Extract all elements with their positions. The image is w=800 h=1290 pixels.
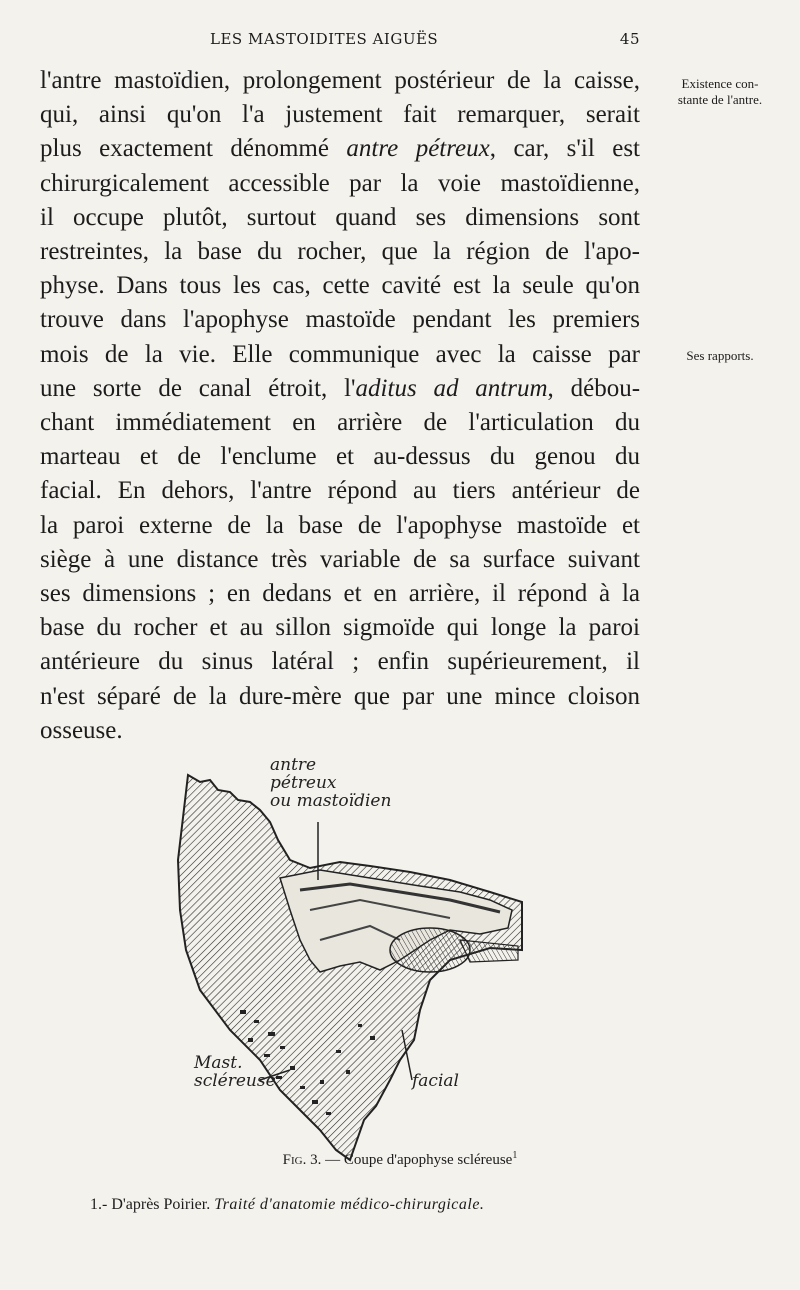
body-line: n'est séparé de la dure-mère que par une mince cloison [40,682,640,710]
caption-text: Coupe d'apophyse scléreuse [343,1152,513,1168]
body-line: trouve dans l'apophyse mastoïde pendant les premiers [40,306,640,334]
body-line: marteau et de l'enclume et au-dessus du genou du [40,443,640,471]
footnote-marker: 1.- D'après Poirier. [90,1196,211,1213]
body-line: siège à une distance très variable de sa surface suivant [40,545,640,573]
body-line: l'antre mastoïdien, prolongement postérieur de la caisse, [40,67,640,94]
body-line: base du rocher et au sillon sigmoïde qui longe la paroi [40,614,640,642]
running-head [210,30,640,48]
body-text [40,64,640,748]
body-line: physe. Dans tous les cas, cette cavité est la seule qu'on [40,272,640,300]
figure-number: Fig. 3. [282,1152,322,1168]
figure-caption [0,1150,800,1169]
caption-dash: — [325,1152,341,1168]
body-line: ses dimensions ; en dedans et en arrière, il répond à la [40,580,640,608]
body-line: antérieure du sinus latéral ; enfin supérieurement, il [40,648,640,676]
page-number: 45 [619,30,640,48]
body-line: restreintes, la base du rocher, que la région de l'apo- [40,238,640,266]
margin-note-rapports: Ses rapports. [686,348,754,363]
body-line: qui, ainsi qu'on l'a justement fait remarquer, serait [40,101,640,129]
margin-note-existence: Existence con- stante de l'antre. [677,76,763,107]
body-line: facial. En dehors, l'antre répond au tiers antérieur de [40,477,640,505]
body-line: chirurgicalement accessible par la voie mastoïdienne, [40,169,640,197]
body-line: mois de la vie. Elle communique avec la caisse par [40,340,640,368]
label-facial: facial [412,1071,459,1091]
mastoid-section-drawing [150,750,570,1170]
running-title: LES MASTOIDITES AIGUËS [210,30,439,48]
anatomical-figure [150,750,570,1170]
label-antre: antre pétreux ou mastoïdien [270,755,392,811]
caption-ref: 1 [512,1150,518,1161]
bone-section [178,775,522,1160]
ossicle-shape [390,928,470,972]
body-line: chant immédiatement en arrière de l'articulation du [40,409,640,437]
body-line: plus exactement dénommé antre pétreux, car, s'il est [40,135,640,163]
footnote-title: Traité d'anatomie médico-chirurgicale. [214,1196,485,1213]
body-line: la paroi externe de la base de l'apophyse mastoïde et [40,511,640,539]
body-line: osseuse. [40,716,123,744]
body-line: il occupe plutôt, surtout quand ses dimensions sont [40,203,640,231]
footnote [90,1196,730,1214]
body-line: une sorte de canal étroit, l'aditus ad antrum, débou- [40,374,641,402]
label-mast-scleireuse: Mast. scléreuse [194,1053,276,1091]
